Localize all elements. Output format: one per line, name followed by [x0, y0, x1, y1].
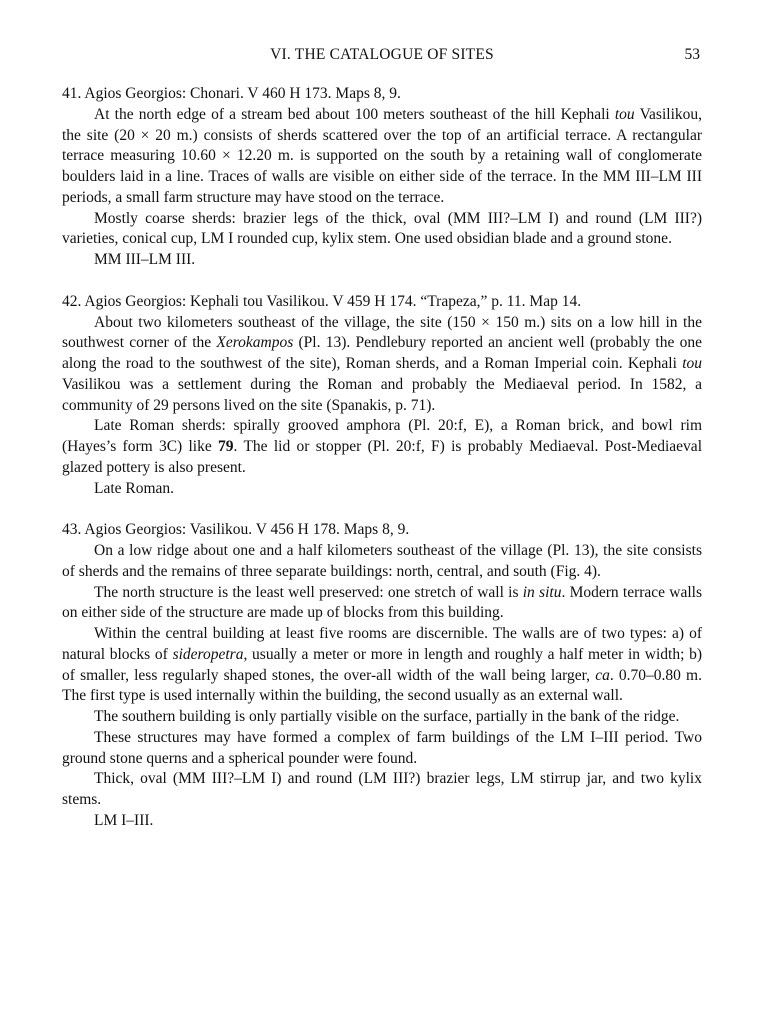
entry-paragraph: The north structure is the least well preserved: one stretch of wall is in situ. Modern terrace walls on either side of the structure are made up of blocks from this building. — [62, 583, 702, 622]
entry-spacer — [62, 271, 702, 292]
entry-period: LM I–III. — [94, 811, 154, 829]
entry-paragraph: Thick, oval (MM III?–LM I) and round (LM III?) brazier legs, LM stirrup jar, and two kylix stems. — [62, 770, 702, 808]
entry-paragraph: At the north edge of a stream bed about 100 meters southeast of the hill Kephali tou Vasilikou, the site (20 × 20 m.) consists of sherds scattered over the top of an artificial terrace. A rectangular terrace measuring 10.60 × 12.20 m. is supported on the south by a retaining wall of conglomerate boulders laid in a line. Traces of walls are visible on either side of the terrace. In the MM III–LM III periods, a small farm structure may have stood on the terrace. — [62, 105, 703, 206]
entry-paragraph: Within the central building at least five rooms are discernible. The walls are of two types: a) of natural blocks of sideropetra, usually a meter or more in length and roughly a half meter in width; b) of smaller, less regularly shaped stones, the over-all width of the wall being larger, ca. 0.70–0.80 m. The first type is used internally within the building, the second usually as an external wall. — [62, 625, 702, 705]
entry-paragraph: Late Roman sherds: spirally grooved amphora (Pl. 20:f, E), a Roman brick, and bowl rim (Hayes’s form 3C) like 79. The lid or stopper (Pl. 20:f, F) is probably Mediaeval. Post-Mediaeval glazed pottery is also present. — [62, 417, 702, 476]
italic-term: tou — [614, 105, 635, 123]
entry-heading: 41. Agios Georgios: Chonari. V 460 H 173. Maps 8, 9. — [62, 85, 401, 102]
italic-term: in situ — [522, 583, 562, 601]
entry-paragraph: Mostly coarse sherds: brazier legs of the thick, oval (MM III?–LM I) and round (LM III?) varieties, conical cup, LM I rounded cup, kylix stem. One used obsidian blade and a ground stone. — [62, 209, 702, 248]
page-number: 53 — [684, 46, 700, 63]
entry-paragraph: These structures may have formed a complex of farm buildings of the LM I–III period. Two ground stone querns and a spherical pounder were found. — [62, 728, 702, 767]
catalogue-body — [62, 84, 702, 832]
entry-period: Late Roman. — [94, 479, 175, 497]
entry-paragraph: The southern building is only partially visible on the surface, partially in the bank of the ridge. — [94, 708, 680, 725]
entry-paragraph: About two kilometers southeast of the village, the site (150 × 150 m.) sits on a low hill in the southwest corner of the Xerokampos (Pl. 13). Pendlebury reported an ancient well (probably the one along the road to the southwest of the site), Roman sherds, and a Roman Imperial coin. Kephali tou Vasilikou was a settlement during the Roman and probably the Mediaeval period. In 1582, a community of 29 persons lived on the site (Spanakis, p. 71). — [62, 313, 702, 414]
bold-reference: 79 — [218, 438, 234, 455]
entry-paragraph: On a low ridge about one and a half kilometers southeast of the village (Pl. 13), the site consists of sherds and the remains of three separate buildings: north, central, and south (Fig. 4). — [62, 542, 702, 580]
running-header — [62, 46, 702, 66]
entry-heading: 43. Agios Georgios: Vasilikou. V 456 H 178. Maps 8, 9. — [62, 521, 410, 539]
italic-term: ca — [595, 666, 610, 684]
entry-heading: 42. Agios Georgios: Kephali tou Vasilikou. V 459 H 174. “Trapeza,” p. 11. Map 14. — [62, 292, 582, 310]
entry-period: MM III–LM III. — [94, 251, 196, 268]
italic-term: tou — [682, 355, 702, 372]
entry-spacer — [62, 499, 702, 520]
site-entry — [62, 84, 702, 271]
running-title: VI. THE CATALOGUE OF SITES — [270, 46, 494, 63]
site-entry — [62, 292, 702, 500]
site-entry — [62, 520, 702, 831]
italic-term: sideropetra — [172, 645, 244, 663]
italic-term: Xerokampos — [216, 334, 294, 352]
